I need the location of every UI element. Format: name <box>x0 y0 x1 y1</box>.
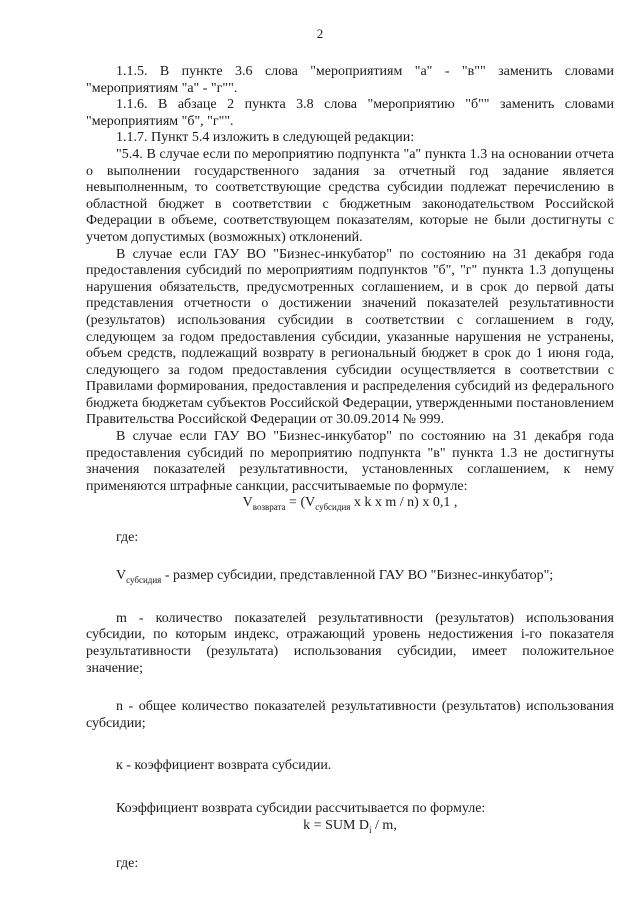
paragraph-5-4: "5.4. В случае если по мероприятию подпункта "а" пункта 1.3 на основании отчета о выполнении государственного задания за отчетный год задание является невыполненным, то соответствующие средства субсидии подлежат перечислению в областной бюджет в соответствии с бюджетным законодательством Российской Федерации в объеме, соответствующем показателям, которые не были достигнуты с учетом допустимых (возможных) отклонений. <box>86 146 614 245</box>
coefficient-intro: Коэффициент возврата субсидии рассчитывается по формуле: <box>116 800 486 816</box>
definition-k: к - коэффициент возврата субсидии. <box>116 758 332 774</box>
item-1-1-6: 1.1.6. В абзаце 2 пункта 3.8 слова "мероприятию "б"" заменить словами "мероприятиям "б", "г"". <box>86 97 614 129</box>
formula-coefficient <box>86 818 614 838</box>
document-body <box>86 64 614 873</box>
paragraph-subpoint-v: В случае если ГАУ ВО "Бизнес-инкубатор" по состоянию на 31 декабря года предоставления субсидий по мероприятию подпункта "в" пункта 1.3 не достигнуты значения показателей результативности, установленных соглашением, к нему применяются штрафные санкции, рассчитываемые по формуле: <box>86 429 614 494</box>
definition-n: n - общее количество показателей результативности (результатов) использования субсидии; <box>86 699 614 731</box>
definition-v-sub: субсидия <box>126 575 162 586</box>
formula2-rest: / m, <box>371 817 397 833</box>
definition-v <box>86 568 614 588</box>
formula-refund <box>86 495 614 515</box>
formula2-sub: i <box>369 824 372 835</box>
formula-lhs: V <box>242 495 253 511</box>
formula-mid: = (V <box>285 495 316 511</box>
page-number: 2 <box>316 26 324 41</box>
definition-v-text: - размер субсидии, представленной ГАУ ВО "Бизнес-инкубатор"; <box>161 568 554 584</box>
where-label-2: где: <box>116 855 139 871</box>
formula-rest: x k x m / n) x 0,1 , <box>350 495 458 511</box>
paragraph-subpoints-b-g: В случае если ГАУ ВО "Бизнес-инкубатор" по состоянию на 31 декабря года предоставления субсидий по мероприятиям подпунктов "б", "г" пункта 1.3 допущены нарушения обязательств, предусмотренных соглашением, и в срок до первой даты представления отчетности о достижении значений показателей результативности (результатов) использования субсидии в соответствии с соглашением в году, следующем за годом предоставления субсидии, указанные нарушения не устранены, объем средств, подлежащий возврату в региональный бюджет в срок до 1 июня года, следующего за годом предоставления субсидии осуществляется в соответствии с Правилами формирования, предоставления и распределения субсидий из федерального бюджета бюджетам субъектов Российской Федерации, утвержденными постановлением Правительства Российской Федерации от 30.09.2014 № 999. <box>86 246 614 428</box>
item-1-1-7: 1.1.7. Пункт 5.4 изложить в следующей редакции: <box>116 130 415 146</box>
where-label-1: где: <box>116 529 139 545</box>
definition-m: m - количество показателей результативности (результатов) использования субсидии, по которым индекс, отражающий уровень недостижения i-го показателя результативности (результата) использования субсидии, имеет положительное значение; <box>86 610 614 676</box>
formula2-main: k = SUM D <box>303 817 370 833</box>
formula-mid-sub: субсидия <box>315 502 351 513</box>
item-1-1-5: 1.1.5. В пункте 3.6 слова "мероприятиям "а" - "в"" заменить словами "мероприятиям "а" - "г"". <box>86 64 614 96</box>
definition-v-symbol: V <box>116 568 127 584</box>
formula-lhs-sub: возврата <box>252 502 286 513</box>
